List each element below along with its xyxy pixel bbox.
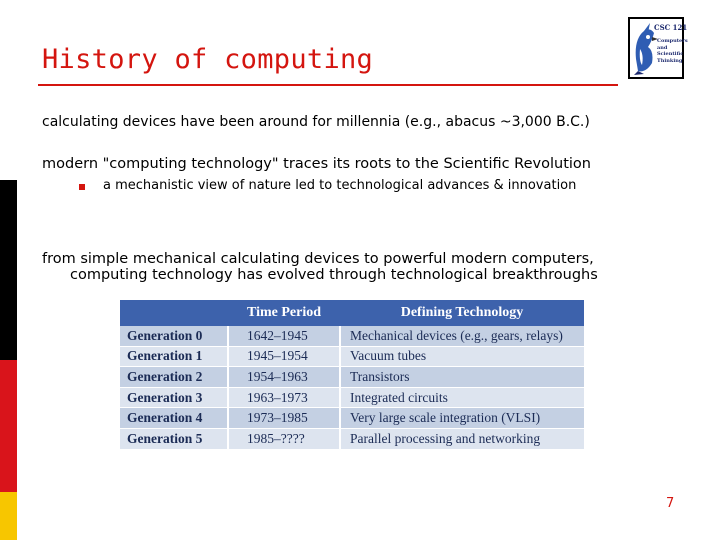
cell-period: 1985–???? bbox=[228, 428, 340, 449]
cell-generation: Generation 2 bbox=[120, 367, 228, 388]
table-header-generation bbox=[120, 300, 228, 326]
cell-generation: Generation 0 bbox=[120, 326, 228, 346]
side-stripe-white bbox=[0, 0, 17, 180]
cell-technology: Transistors bbox=[340, 367, 584, 388]
cell-period: 1642–1945 bbox=[228, 326, 340, 346]
table-row bbox=[120, 326, 584, 346]
table-row bbox=[120, 367, 584, 388]
sub-bullet-mechanistic: a mechanistic view of nature led to technological advances & innovation bbox=[103, 178, 577, 193]
paragraph-evolution-line2: computing technology has evolved through technological breakthroughs bbox=[70, 267, 598, 283]
cell-generation: Generation 1 bbox=[120, 346, 228, 367]
paragraph-scientific-revolution: modern "computing technology" traces its roots to the Scientific Revolution bbox=[42, 156, 591, 172]
paragraph-abacus: calculating devices have been around for millennia (e.g., abacus ~3,000 B.C.) bbox=[42, 114, 590, 130]
logo-title: CSC 121 bbox=[654, 23, 688, 32]
table-row bbox=[120, 428, 584, 449]
cell-technology: Integrated circuits bbox=[340, 387, 584, 408]
cell-period: 1954–1963 bbox=[228, 367, 340, 388]
table-header-time-period: Time Period bbox=[228, 300, 340, 326]
cell-generation: Generation 4 bbox=[120, 408, 228, 429]
cell-period: 1945–1954 bbox=[228, 346, 340, 367]
cell-generation: Generation 5 bbox=[120, 428, 228, 449]
side-stripe-yellow bbox=[0, 492, 17, 540]
cell-period: 1963–1973 bbox=[228, 387, 340, 408]
cell-technology: Mechanical devices (e.g., gears, relays) bbox=[340, 326, 584, 346]
cell-technology: Parallel processing and networking bbox=[340, 428, 584, 449]
title-underline bbox=[38, 84, 618, 86]
table-header-defining-technology: Defining Technology bbox=[340, 300, 584, 326]
table-row bbox=[120, 387, 584, 408]
generations-table bbox=[120, 300, 584, 444]
cell-technology: Vacuum tubes bbox=[340, 346, 584, 367]
cell-technology: Very large scale integration (VLSI) bbox=[340, 408, 584, 429]
cell-generation: Generation 3 bbox=[120, 387, 228, 408]
table-row bbox=[120, 408, 584, 429]
page-number: 7 bbox=[666, 496, 675, 511]
side-stripe-black bbox=[0, 180, 17, 360]
slide-title: History of computing bbox=[42, 44, 374, 75]
paragraph-evolution-line1: from simple mechanical calculating devices to powerful modern computers, bbox=[42, 251, 594, 267]
side-stripe-red bbox=[0, 360, 17, 492]
table-header-row bbox=[120, 300, 584, 326]
table-row bbox=[120, 346, 584, 367]
bullet-square-icon bbox=[79, 184, 85, 190]
course-logo bbox=[628, 17, 688, 79]
logo-subtitle: Computers and Scientific Thinking bbox=[657, 38, 688, 64]
cell-period: 1973–1985 bbox=[228, 408, 340, 429]
